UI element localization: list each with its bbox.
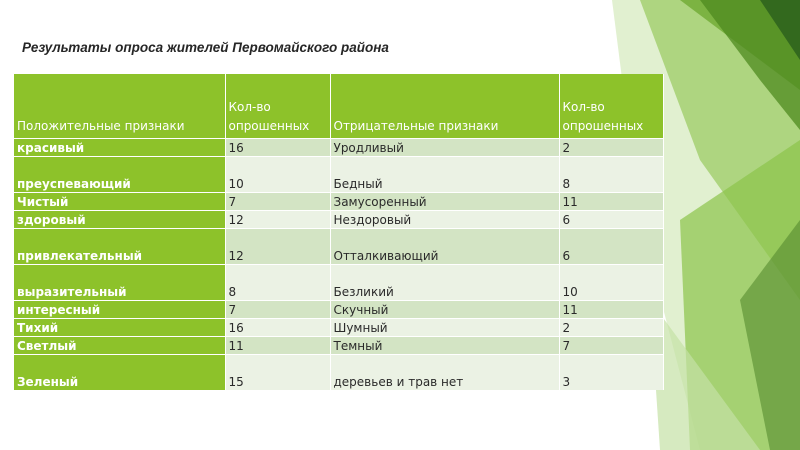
positive-trait: Тихий — [14, 319, 225, 337]
table-row — [14, 337, 663, 355]
negative-trait: Нездоровый — [330, 211, 559, 229]
negative-trait: Уродливый — [330, 139, 559, 157]
page-title: Результаты опроса жителей Первомайского района — [22, 40, 389, 55]
negative-count: 10 — [559, 265, 663, 301]
negative-trait: Замусоренный — [330, 193, 559, 211]
positive-count: 7 — [225, 301, 330, 319]
negative-count: 8 — [559, 157, 663, 193]
table-row — [14, 139, 663, 157]
table-row — [14, 301, 663, 319]
header-negative-traits: Отрицательные признаки — [330, 74, 559, 139]
negative-count: 6 — [559, 229, 663, 265]
positive-count: 11 — [225, 337, 330, 355]
positive-count: 7 — [225, 193, 330, 211]
negative-count: 2 — [559, 319, 663, 337]
header-positive-count: Кол-во опрошенных — [225, 74, 330, 139]
positive-trait: Чистый — [14, 193, 225, 211]
table-header-row — [14, 74, 663, 139]
table-row — [14, 193, 663, 211]
table-row — [14, 319, 663, 337]
negative-trait: Безликий — [330, 265, 559, 301]
survey-table — [14, 74, 664, 390]
positive-trait: здоровый — [14, 211, 225, 229]
negative-count: 3 — [559, 355, 663, 391]
negative-count: 11 — [559, 193, 663, 211]
negative-count: 6 — [559, 211, 663, 229]
negative-trait: Темный — [330, 337, 559, 355]
negative-count: 11 — [559, 301, 663, 319]
positive-count: 15 — [225, 355, 330, 391]
negative-trait: деревьев и трав нет — [330, 355, 559, 391]
negative-trait: Бедный — [330, 157, 559, 193]
positive-trait: выразительный — [14, 265, 225, 301]
positive-trait: интересный — [14, 301, 225, 319]
table-row — [14, 211, 663, 229]
positive-trait: преуспевающий — [14, 157, 225, 193]
negative-count: 7 — [559, 337, 663, 355]
table-row — [14, 265, 663, 301]
positive-count: 16 — [225, 139, 330, 157]
table-row — [14, 355, 663, 391]
negative-trait: Скучный — [330, 301, 559, 319]
header-negative-count: Кол-во опрошенных — [559, 74, 663, 139]
negative-count: 2 — [559, 139, 663, 157]
positive-count: 10 — [225, 157, 330, 193]
positive-count: 8 — [225, 265, 330, 301]
positive-count: 12 — [225, 211, 330, 229]
positive-trait: Светлый — [14, 337, 225, 355]
negative-trait: Отталкивающий — [330, 229, 559, 265]
header-positive-traits: Положительные признаки — [14, 74, 225, 139]
positive-trait: Зеленый — [14, 355, 225, 391]
table-row — [14, 157, 663, 193]
positive-trait: привлекательный — [14, 229, 225, 265]
negative-trait: Шумный — [330, 319, 559, 337]
positive-count: 16 — [225, 319, 330, 337]
table-row — [14, 229, 663, 265]
positive-count: 12 — [225, 229, 330, 265]
positive-trait: красивый — [14, 139, 225, 157]
